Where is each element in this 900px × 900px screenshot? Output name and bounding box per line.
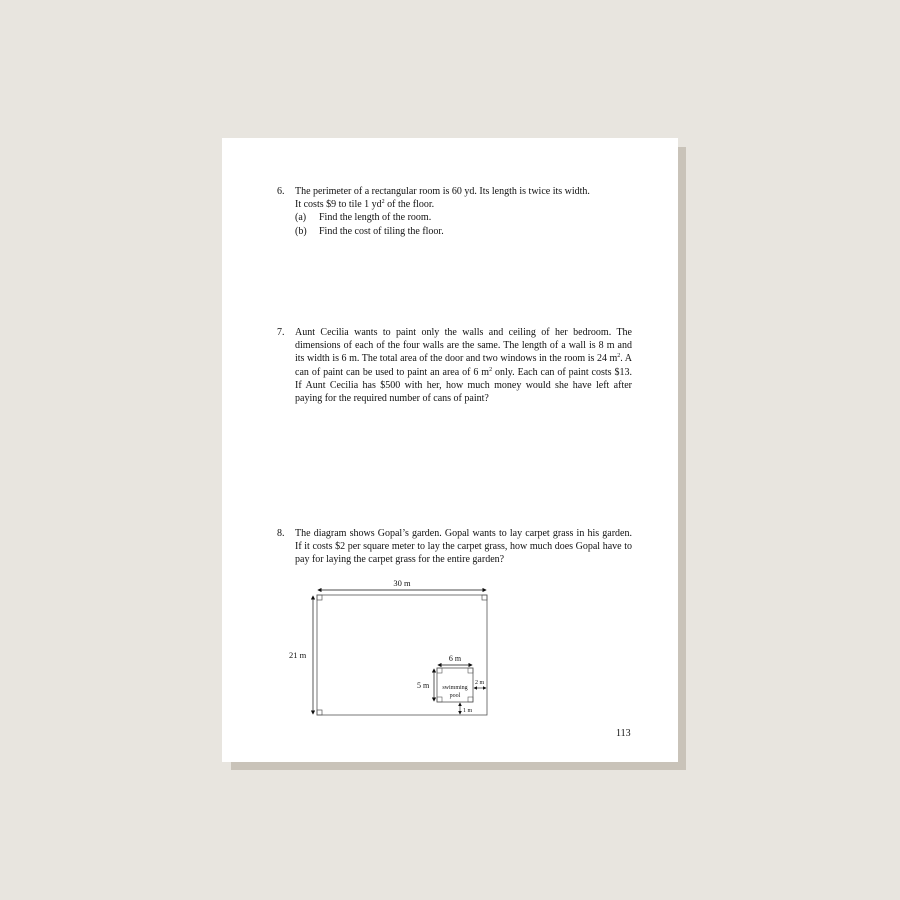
question-7	[277, 326, 632, 405]
part-text: Find the length of the room.	[319, 212, 432, 224]
part-text: Find the cost of tiling the floor.	[319, 225, 444, 237]
question-text: Aunt Cecilia wants to paint only the walls and ceiling of her bedroom. The dimensions of each of the four walls are the same. The length of a wall is 8 m and its width is 6 m. The total area of the door and two windows in the room is 24 $m^2$. A can of paint can be used to paint an area of 6 $m^2$ only. Each can of paint costs $13. If Aunt Cecilia has $500 with her, how much money would she have left after paying for the required number of cans of paint?	[295, 327, 632, 405]
question-number: 6.	[277, 186, 285, 197]
question-number: 8.	[277, 528, 285, 539]
garden-width-label: 30 m	[393, 578, 411, 588]
pool-gap-bottom-label: 1 m	[463, 708, 473, 714]
part-label: (a)	[295, 212, 307, 224]
right-angle-mark	[317, 710, 322, 715]
part-label: (b)	[295, 225, 307, 237]
question-part-a	[295, 211, 632, 224]
garden-diagram	[282, 578, 502, 720]
pool-width-label: 6 m	[448, 654, 462, 663]
textbook-page	[222, 138, 678, 762]
right-angle-mark	[437, 697, 442, 702]
question-text: The diagram shows Gopal’s garden. Gopal wants to lay carpet grass in his garden. If it costs $2 per square meter to lay the carpet grass, how much does Gopal have to pay for laying the carpet grass for the entire garden?	[295, 528, 632, 566]
right-angle-mark	[468, 668, 473, 673]
right-angle-mark	[468, 697, 473, 702]
pool-label: swimming	[442, 685, 468, 691]
garden-height-label: 21 m	[289, 650, 307, 660]
question-8	[277, 527, 632, 567]
question-part-b	[295, 225, 632, 238]
question-text: The perimeter of a rectangular room is 60 yd. Its length is twice its width.	[295, 186, 590, 197]
right-angle-mark	[482, 595, 487, 600]
question-number: 7.	[277, 327, 285, 338]
pool-label: pool	[449, 693, 461, 699]
garden-outline	[317, 595, 487, 715]
question-text: It costs $9 to tile 1 $yd^2$ of the floor.	[295, 199, 435, 211]
pool-height-label: 5 m	[417, 681, 430, 690]
pool-gap-right-label: 2 m	[475, 680, 485, 686]
right-angle-mark	[437, 668, 442, 673]
page-number: 113	[616, 728, 631, 739]
right-angle-mark	[317, 595, 322, 600]
question-6	[277, 185, 632, 238]
